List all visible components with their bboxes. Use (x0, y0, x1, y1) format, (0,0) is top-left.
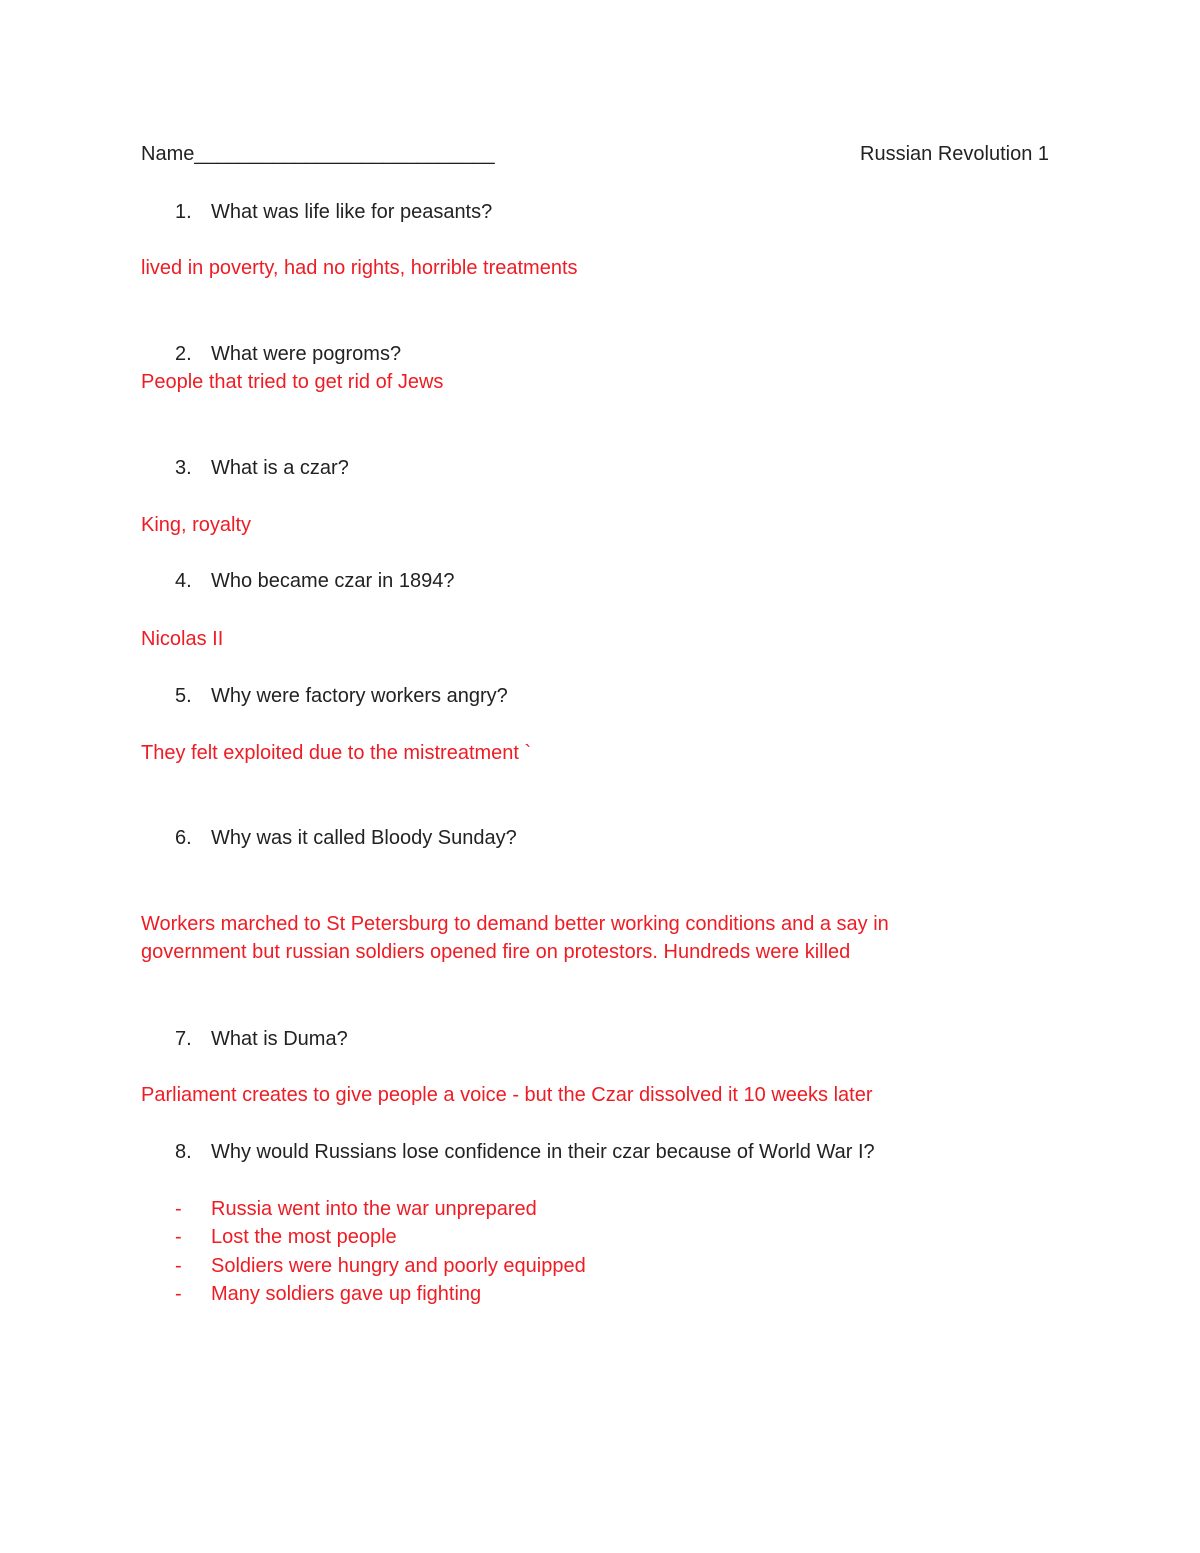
answer-8-bullet-4: Many soldiers gave up fighting (211, 1283, 482, 1305)
question-2-text: What were pogroms? (211, 343, 402, 365)
answer-5: They felt exploited due to the mistreatment ` (141, 742, 532, 764)
answer-4: Nicolas II (141, 628, 224, 650)
question-5-text: Why were factory workers angry? (211, 685, 508, 707)
question-2-number: 2. (175, 343, 192, 365)
answer-7: Parliament creates to give people a voice - but the Czar dissolved it 10 weeks later (141, 1084, 873, 1106)
question-6-text: Why was it called Bloody Sunday? (211, 827, 517, 849)
answer-8-bullet-2: Lost the most people (211, 1226, 397, 1248)
question-3-number: 3. (175, 457, 192, 479)
question-7-text: What is Duma? (211, 1028, 348, 1050)
question-8-text: Why would Russians lose confidence in their czar because of World War I? (211, 1141, 875, 1163)
question-5-number: 5. (175, 685, 192, 707)
bullet-marker: - (175, 1226, 182, 1248)
answer-2: People that tried to get rid of Jews (141, 371, 444, 393)
bullet-marker: - (175, 1283, 182, 1305)
question-6-number: 6. (175, 827, 192, 849)
question-1-text: What was life like for peasants? (211, 201, 493, 223)
answer-6-line-2: government but russian soldiers opened fire on protestors. Hundreds were killed (141, 941, 851, 963)
answer-3: King, royalty (141, 514, 252, 536)
document-title: Russian Revolution 1 (860, 143, 1049, 165)
bullet-marker: - (175, 1198, 182, 1220)
question-3-text: What is a czar? (211, 457, 349, 479)
question-4-number: 4. (175, 570, 192, 592)
answer-8-bullet-3: Soldiers were hungry and poorly equipped (211, 1255, 586, 1277)
name-field-label: Name___________________________ (141, 143, 495, 165)
question-4-text: Who became czar in 1894? (211, 570, 455, 592)
answer-6-line-1: Workers marched to St Petersburg to demand better working conditions and a say in (141, 913, 889, 935)
question-7-number: 7. (175, 1028, 192, 1050)
question-1-number: 1. (175, 201, 192, 223)
answer-1: lived in poverty, had no rights, horrible treatments (141, 257, 578, 279)
answer-8-bullet-1: Russia went into the war unprepared (211, 1198, 537, 1220)
bullet-marker: - (175, 1255, 182, 1277)
question-8-number: 8. (175, 1141, 192, 1163)
